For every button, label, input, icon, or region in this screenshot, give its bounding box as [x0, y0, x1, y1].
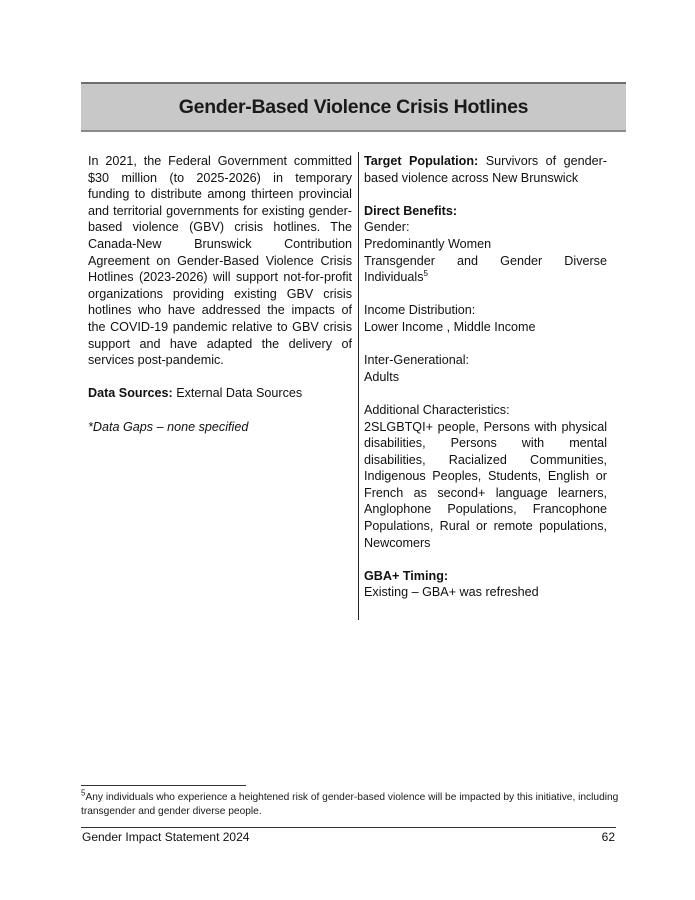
- footnote-text: Any individuals who experience a heightened risk of gender-based violence will be impacted by this initiative, including transgender and gender diverse people.: [81, 792, 619, 817]
- income-value: Lower Income , Middle Income: [364, 319, 536, 334]
- target-population-label: Target Population:: [364, 154, 479, 168]
- intergenerational-label: Inter-Generational:: [364, 353, 470, 368]
- footnote-reference: 5: [423, 268, 428, 278]
- intergenerational-value: Adults: [364, 369, 400, 384]
- gender-value-1: Predominantly Women: [364, 236, 492, 251]
- additional-characteristics-value: 2SLGBTQI+ people, Persons with physical disabilities, Persons with mental disabilities, Racialized Communities, Indigenous Peoples, Students, English or French as second+ language learners, Anglophone Populations, Francophone Populations, Rural or remote populations, Newcomers: [364, 419, 607, 550]
- target-population: [364, 153, 607, 186]
- data-gaps-text: *Data Gaps – none specified: [88, 419, 249, 434]
- gba-timing-value: Existing – GBA+ was refreshed: [364, 585, 539, 600]
- gender-label: Gender:: [364, 220, 410, 235]
- title-band: [81, 82, 626, 132]
- page-number: 62: [601, 830, 615, 844]
- column-divider: [358, 152, 359, 620]
- right-column: [364, 153, 607, 601]
- footnote-number: 5: [81, 788, 86, 798]
- gender-value-3: Individuals$^5$: [364, 268, 428, 285]
- target-population-value: Survivors of gender-based violence across New Brunswick: [364, 154, 608, 185]
- data-sources-label: Data Sources:: [88, 386, 173, 401]
- footnote: [81, 788, 621, 819]
- program-description: In 2021, the Federal Government committed $30 million (to 2025-2026) in temporary funding to distribute among thirteen provincial and territorial governments for existing gender-based violence (GBV) crisis hotlines. The Canada-New Brunswick Contribution Agreement on Gender-Based Violence Crisis Hotlines (2023-2026) will support not-for-profit organizations providing existing GBV crisis hotlines who have addressed the impacts of the COVID-19 pandemic relative to GBV crisis support and have adapted the delivery of services post-pandemic.: [88, 154, 352, 368]
- left-column: [88, 153, 352, 435]
- footnote-rule: [81, 785, 246, 786]
- gender-value-2: Transgender and Gender Diverse: [364, 253, 607, 268]
- footer-rule: [81, 827, 616, 828]
- data-sources: [88, 385, 352, 402]
- page-title: Gender-Based Violence Crisis Hotlines: [178, 95, 529, 118]
- income-label: Income Distribution:: [364, 303, 476, 318]
- additional-characteristics-label: Additional Characteristics:: [364, 402, 510, 417]
- data-sources-value: External Data Sources: [176, 386, 303, 401]
- direct-benefits-heading: Direct Benefits:: [364, 203, 458, 218]
- gba-timing-heading: GBA+ Timing:: [364, 568, 449, 583]
- footer-publication: Gender Impact Statement 2024: [82, 830, 250, 844]
- data-gaps: [88, 419, 352, 436]
